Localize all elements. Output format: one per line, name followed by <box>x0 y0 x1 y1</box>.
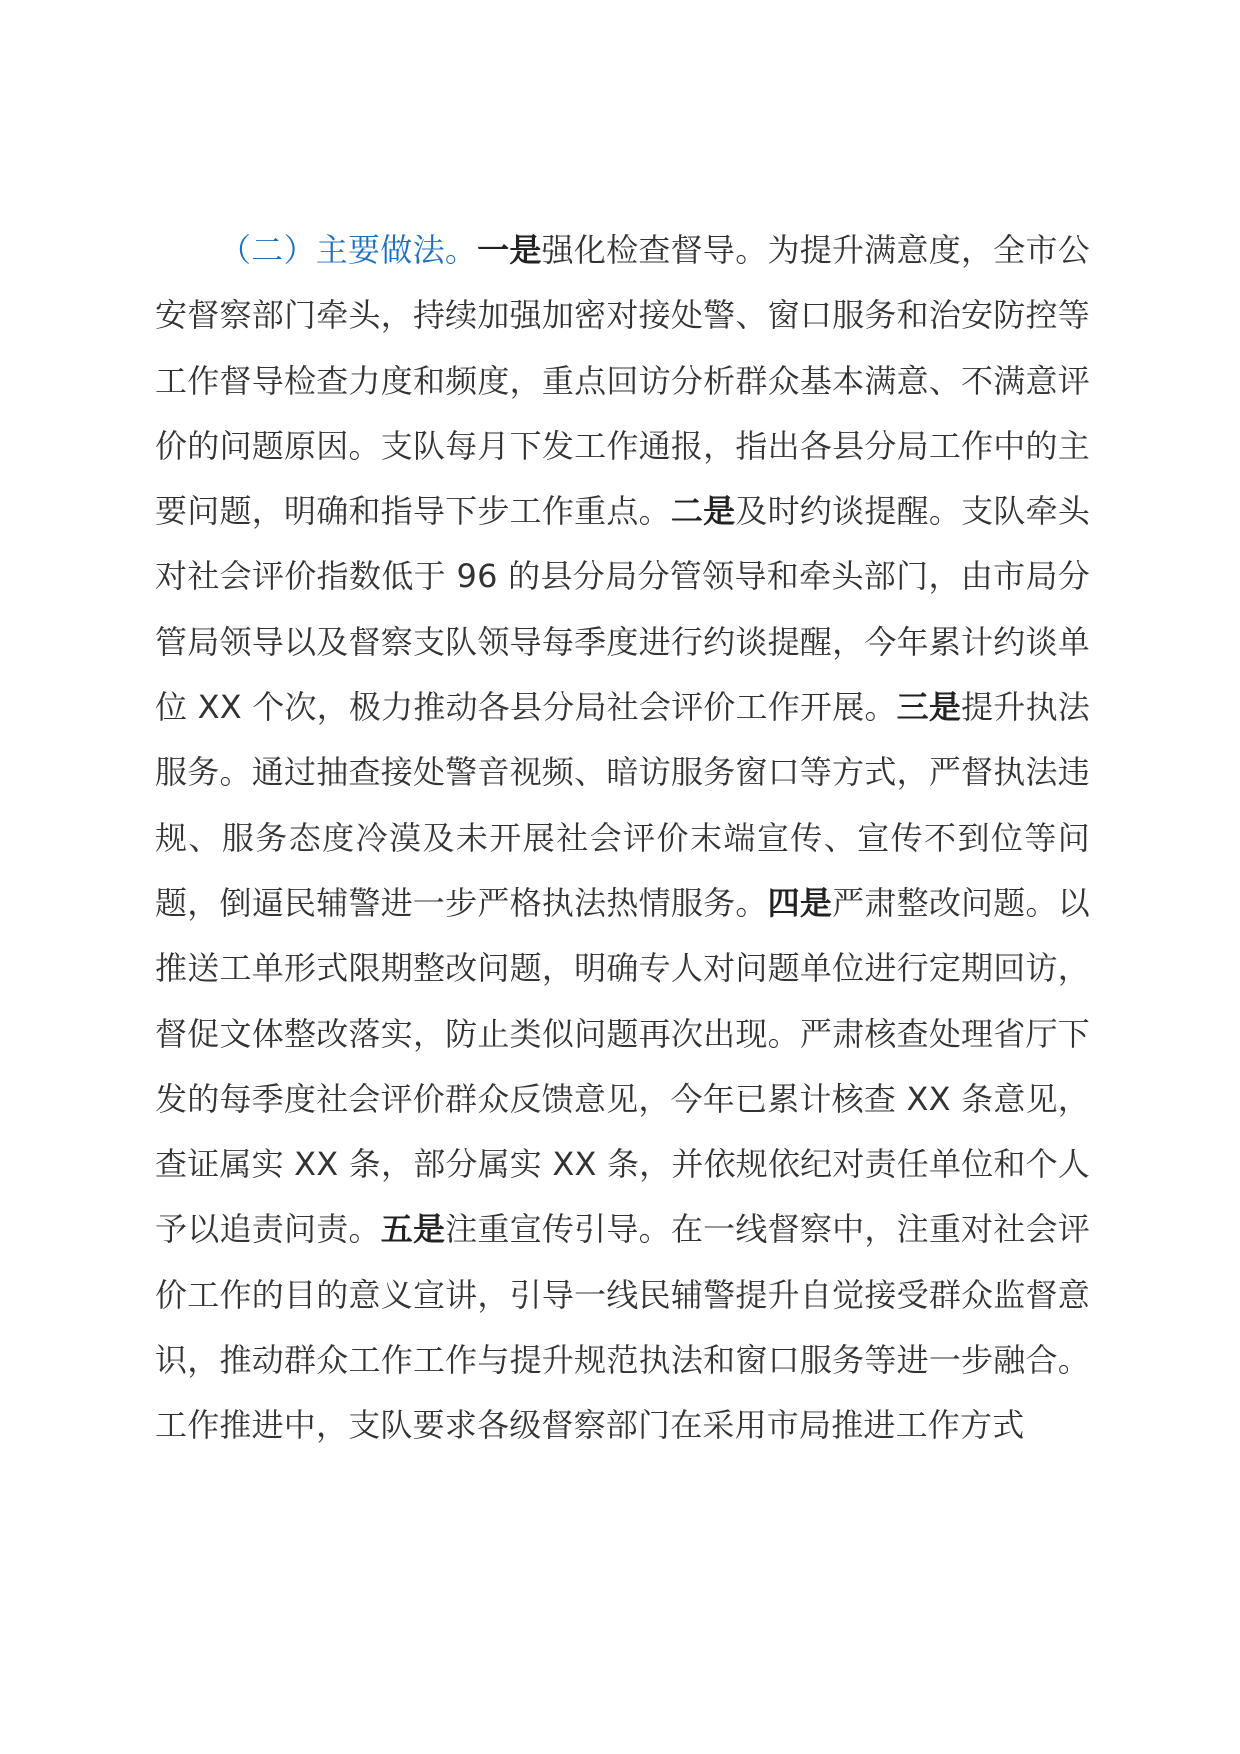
point-marker-4: 四是 <box>767 883 833 922</box>
point-marker-3: 三是 <box>896 688 962 727</box>
point-text-4: 严肃整改问题。以推送工单形式限期整改问题，明确专人对问题单位进行定期回访，督促文体整改落实，防止类似问题再次出现。严肃核查处理省厅下发的每季度社会评价群众反馈意见，今年已累计核查 XX 条意见，查证属实 XX 条，部分属实 XX 条，并依规依纪对责任单位和个人予以追责问责。 <box>155 883 1090 1249</box>
point-text-5: 注重宣传引导。在一线督察中，注重对社会评价工作的目的意义宣讲，引导一线民辅警提升自觉接受群众监督意识，推动群众工作工作与提升规范执法和窗口服务等进一步融合。工作推进中，支队要求各级督察部门在采用市局推进工作方式 <box>155 1210 1090 1445</box>
point-text-3: 提升执法服务。通过抽查接处警音视频、暗访服务窗口等方式，严督执法违规、服务态度冷漠及未开展社会评价末端宣传、宣传不到位等问题，倒逼民辅警进一步严格执法热情服务。 <box>155 688 1090 922</box>
point-text-2: 及时约谈提醒。支队牵头对社会评价指数低于 96 的县分局分管领导和牵头部门，由市局分管局领导以及督察支队领导每季度进行约谈提醒，今年累计约谈单位 XX 个次，极力推动各县分局社会评价工作开展。 <box>155 492 1091 727</box>
point-text-1: 强化检查督导。为提升满意度，全市公安督察部门牵头，持续加强加密对接处警、窗口服务和治安防控等工作督导检查力度和频度，重点回访分析群众基本满意、不满意评价的问题原因。支队每月下发工作通报，指出各县分局工作中的主要问题，明确和指导下步工作重点。 <box>155 231 1090 531</box>
point-marker-5: 五是 <box>380 1210 446 1249</box>
body-paragraph <box>155 218 1090 1459</box>
point-marker-2: 二是 <box>670 492 736 531</box>
section-heading: （二）主要做法。 <box>219 231 478 269</box>
point-marker-1: 一是 <box>477 231 542 269</box>
